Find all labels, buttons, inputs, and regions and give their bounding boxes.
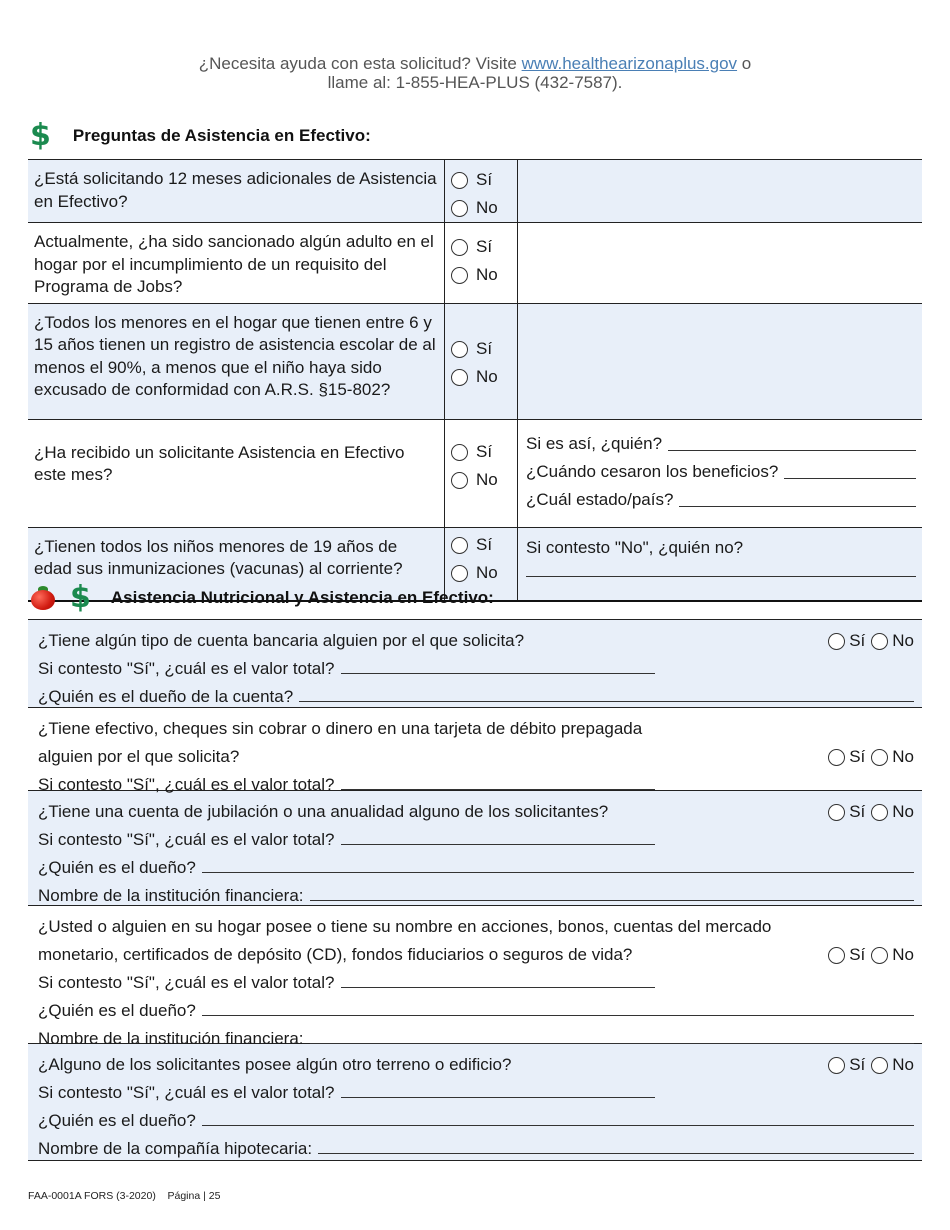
- section-title: Preguntas de Asistencia en Efectivo:: [72, 126, 371, 145]
- yes-no-cell: [445, 303, 518, 419]
- yes-label: Sí: [476, 169, 493, 189]
- institution-field[interactable]: [310, 1043, 914, 1044]
- yes-no-cell: [445, 223, 518, 304]
- yes-radio[interactable]: [451, 444, 468, 461]
- account-owner-field[interactable]: [299, 701, 914, 702]
- yes-radio[interactable]: [451, 239, 468, 256]
- total-value-label: Si contesto "Sí", ¿cuál es el valor total?: [38, 1083, 335, 1102]
- question-text: ¿Usted o alguien en su hogar posee o tiene su nombre en acciones, bonos, cuentas del mercado: [38, 917, 772, 936]
- form-id: FAA-0001A FORS (3-2020): [28, 1190, 156, 1202]
- question-text: ¿Ha recibido un solicitante Asistencia en Efectivo este mes?: [28, 419, 445, 527]
- section-nutrition-cash-header: [30, 580, 494, 615]
- extra-cell: [518, 303, 923, 419]
- cash-assistance-table: [28, 159, 922, 602]
- no-radio[interactable]: [871, 947, 888, 964]
- question-text: monetario, certificados de depósito (CD), fondos fiduciarios o seguros de vida?: [38, 945, 633, 964]
- no-label: No: [476, 197, 498, 217]
- question-text: ¿Alguno de los solicitantes posee algún otro terreno o edificio?: [38, 1055, 512, 1074]
- total-value-field[interactable]: [341, 789, 655, 790]
- institution-label: Nombre de la institución financiera:: [38, 886, 304, 905]
- yes-label: Sí: [849, 747, 866, 766]
- yes-no-cell: [445, 419, 518, 527]
- page-number: Página | 25: [167, 1190, 221, 1202]
- who-label: Si es así, ¿quién?: [526, 434, 663, 453]
- help-or: o: [741, 54, 752, 73]
- no-radio[interactable]: [451, 267, 468, 284]
- dollar-icon: $: [30, 118, 51, 153]
- no-label: No: [476, 264, 498, 284]
- state-country-label: ¿Cuál estado/país?: [526, 490, 674, 509]
- section-cash-assistance-header: [30, 118, 371, 153]
- yes-label: Sí: [476, 339, 493, 359]
- question-text: ¿Tiene algún tipo de cuenta bancaria alguien por el que solicita?: [38, 631, 525, 650]
- yes-label: Sí: [849, 802, 866, 821]
- benefits-ended-label: ¿Cuándo cesaron los beneficios?: [526, 462, 779, 481]
- extra-cell: [518, 160, 923, 223]
- no-label: No: [476, 470, 498, 490]
- dollar-icon: $: [70, 580, 91, 615]
- total-value-label: Si contesto "Sí", ¿cuál es el valor total?: [38, 659, 335, 678]
- yes-label: Sí: [849, 945, 866, 964]
- table-row: [28, 419, 922, 527]
- no-radio[interactable]: [451, 200, 468, 217]
- extra-cell: [518, 419, 923, 527]
- yes-radio[interactable]: [451, 341, 468, 358]
- no-label: No: [892, 1055, 914, 1074]
- owner-label: ¿Quién es el dueño?: [38, 1111, 196, 1130]
- tomato-icon: [30, 586, 56, 610]
- benefits-ended-field[interactable]: [784, 478, 916, 479]
- no-label: No: [476, 367, 498, 387]
- extra-cell: [518, 527, 923, 601]
- owner-field[interactable]: [202, 1125, 914, 1126]
- question-text: ¿Tienen todos los niños menores de 19 años de edad sus inmunizaciones (vacunas) al corriente?: [28, 527, 445, 601]
- table-row: [28, 223, 922, 304]
- owner-label: ¿Quién es el dueño?: [38, 1001, 196, 1020]
- total-value-field[interactable]: [341, 844, 655, 845]
- yes-label: Sí: [849, 631, 866, 650]
- no-radio[interactable]: [451, 369, 468, 386]
- no-radio[interactable]: [451, 472, 468, 489]
- no-radio[interactable]: [871, 804, 888, 821]
- no-label: No: [892, 945, 914, 964]
- no-label: No: [892, 631, 914, 650]
- help-text: ¿Necesita ayuda con esta solicitud? Visite: [198, 54, 517, 73]
- yes-label: Sí: [476, 442, 493, 462]
- owner-label: ¿Quién es el dueño?: [38, 858, 196, 877]
- help-notice: [0, 54, 950, 92]
- investments-block: [28, 906, 922, 1048]
- bank-account-block: [28, 619, 922, 708]
- yes-radio[interactable]: [828, 1057, 845, 1074]
- retirement-block: [28, 791, 922, 906]
- question-text: ¿Tiene una cuenta de jubilación o una anualidad alguno de los solicitantes?: [38, 802, 609, 821]
- yes-label: Sí: [476, 236, 493, 256]
- extra-cell: [518, 223, 923, 304]
- yes-radio[interactable]: [451, 537, 468, 554]
- institution-field[interactable]: [310, 900, 914, 901]
- table-row: [28, 160, 922, 223]
- page-footer: [28, 1190, 220, 1202]
- mortgage-company-label: Nombre de la compañía hipotecaria:: [38, 1139, 313, 1158]
- question-text: ¿Todos los menores en el hogar que tienen entre 6 y 15 años tienen un registro de asistencia escolar de al menos el 90%, a menos que el niño haya sido excusado de conformidad con A.R.S. §15-802?: [28, 303, 445, 419]
- no-radio[interactable]: [451, 565, 468, 582]
- no-radio[interactable]: [871, 749, 888, 766]
- no-radio[interactable]: [871, 1057, 888, 1074]
- state-country-field[interactable]: [679, 506, 916, 507]
- no-radio[interactable]: [871, 633, 888, 650]
- total-value-label: Si contesto "Sí", ¿cuál es el valor total?: [38, 775, 335, 794]
- yes-radio[interactable]: [828, 804, 845, 821]
- who-not-label: Si contesto "No", ¿quién no?: [526, 538, 744, 557]
- yes-radio[interactable]: [828, 749, 845, 766]
- yes-radio[interactable]: [828, 947, 845, 964]
- no-label: No: [476, 563, 498, 583]
- nutrition-cash-questions: [28, 619, 922, 1161]
- owner-field[interactable]: [202, 1015, 914, 1016]
- real-estate-block: [28, 1044, 922, 1161]
- total-value-field[interactable]: [341, 1097, 655, 1098]
- total-value-label: Si contesto "Sí", ¿cuál es el valor total?: [38, 830, 335, 849]
- table-row: [28, 303, 922, 419]
- who-not-field[interactable]: [526, 576, 916, 577]
- account-owner-label: ¿Quién es el dueño de la cuenta?: [38, 687, 294, 706]
- section-title: Asistencia Nutricional y Asistencia en Efectivo:: [110, 588, 494, 607]
- question-text: Actualmente, ¿ha sido sancionado algún adulto en el hogar por el incumplimiento de un requisito del Programa de Jobs?: [28, 223, 445, 304]
- question-text: ¿Está solicitando 12 meses adicionales de Asistencia en Efectivo?: [28, 160, 445, 223]
- cash-checks-block: [28, 708, 922, 794]
- yes-label: Sí: [849, 1055, 866, 1074]
- yes-radio[interactable]: [451, 172, 468, 189]
- owner-field[interactable]: [202, 872, 914, 873]
- who-field[interactable]: [668, 450, 916, 451]
- no-label: No: [892, 747, 914, 766]
- mortgage-company-field[interactable]: [318, 1153, 914, 1154]
- total-value-label: Si contesto "Sí", ¿cuál es el valor total?: [38, 973, 335, 992]
- yes-no-cell: [445, 160, 518, 223]
- total-value-field[interactable]: [341, 673, 655, 674]
- question-text: alguien por el que solicita?: [38, 747, 240, 766]
- yes-radio[interactable]: [828, 633, 845, 650]
- no-label: No: [892, 802, 914, 821]
- help-phone: llame al: 1-855-HEA-PLUS (432-7587).: [327, 73, 623, 92]
- yes-label: Sí: [476, 535, 493, 555]
- question-text: ¿Tiene efectivo, cheques sin cobrar o dinero en una tarjeta de débito prepagada: [38, 719, 643, 738]
- institution-label: Nombre de la institución financiera:: [38, 1029, 304, 1048]
- total-value-field[interactable]: [341, 987, 655, 988]
- help-website-link[interactable]: www.healthearizonaplus.gov: [521, 54, 738, 73]
